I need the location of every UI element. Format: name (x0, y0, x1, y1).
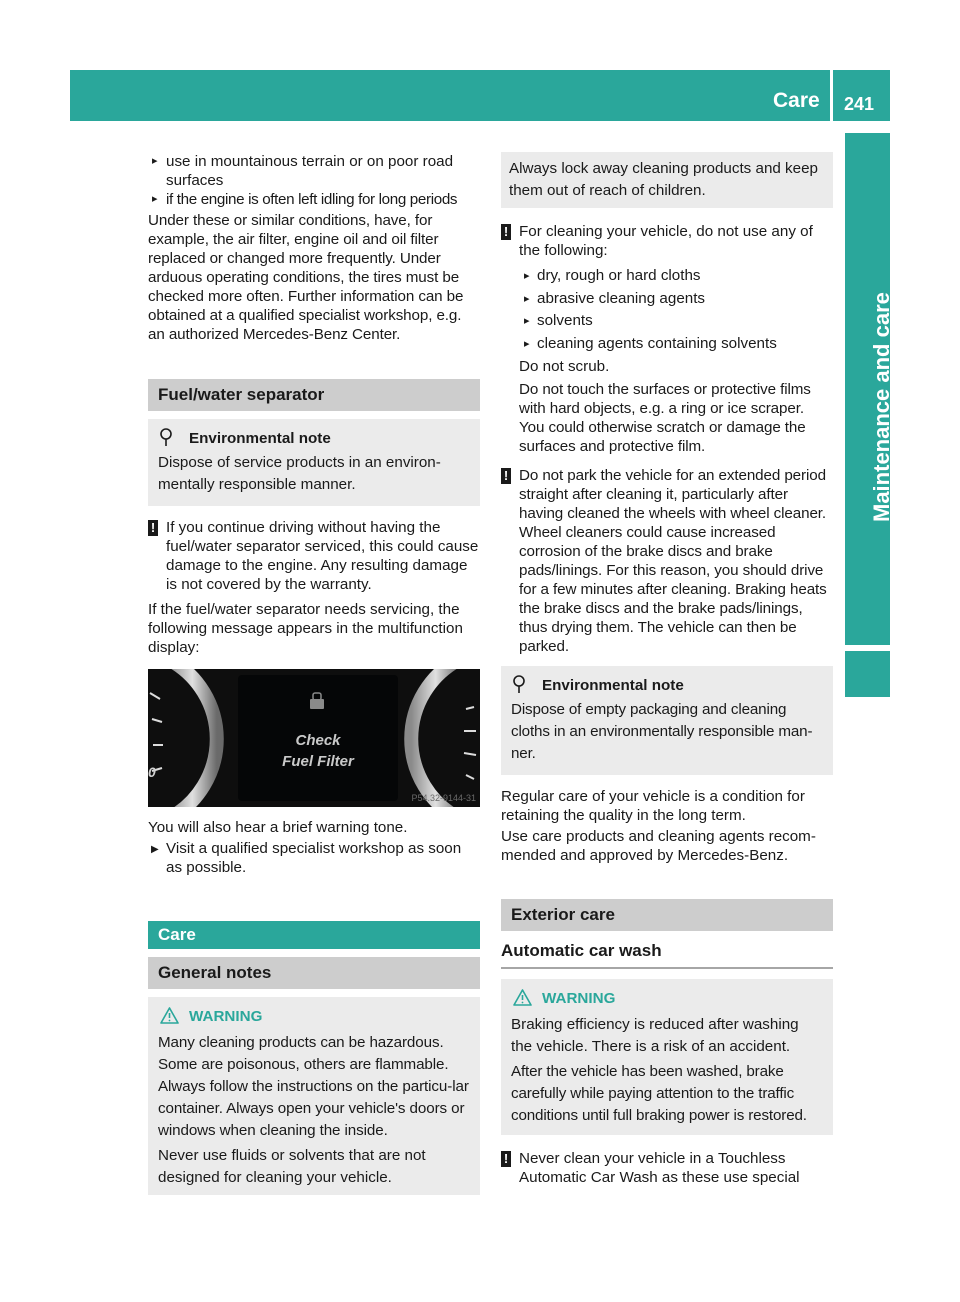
environmental-note-text: Dispose of service products in an environ-mentally responsible manner. (158, 454, 441, 493)
warning-header (158, 1007, 470, 1026)
paragraph-conditions: Under these or similar conditions, have, for example, the air filter, engine oil and oil filter replaced or changed more frequently. Under arduous operating conditions, the tires must be checked more often. Further information can be obtained at a qualified specialist workshop, e.g. an authorized Mercedes-Benz Center. (148, 212, 464, 343)
section-heading-care: Care (148, 921, 480, 949)
page-number: 241 (844, 94, 875, 114)
environmental-note-title: Environmental note (542, 677, 684, 694)
warning-triangle-icon (513, 989, 532, 1006)
display-message-line1: Check (295, 732, 341, 749)
warning-box (148, 997, 480, 1195)
warning-text: Braking efficiency is reduced after washing the vehicle. There is a risk of an accident. (511, 1016, 799, 1055)
svg-text:0: 0 (148, 764, 156, 780)
warning-box (501, 979, 833, 1135)
prohibited-items-list (501, 265, 833, 355)
instruction-no-scrub: Do not scrub. (519, 358, 610, 375)
warning-text: Many cleaning products can be hazardous. Some are poisonous, others are flammable. Always follow the instructions on the particu-lar container. Always open your vehicle's doors or windows when cleaning the inside. (158, 1034, 469, 1139)
subsection-heading-car-wash: Automatic car wash (501, 940, 833, 969)
section-heading-general-notes: General notes (148, 957, 480, 989)
list-item: ▸ solvents (501, 310, 833, 333)
environmental-note-title: Environmental note (189, 430, 331, 447)
lightbulb-icon (158, 427, 178, 449)
header-band (70, 70, 890, 121)
list-item: ▸ use in mountainous terrain or on poor road surfaces (148, 152, 480, 190)
notice-text: Do not park the vehicle for an extended period straight after cleaning it, particularly after having cleaned the wheels with wheel cleaner. Wheel cleaners could cause increased corrosion of the brake discs and brake pads/linings. For this reason, you should drive for a few minutes after cleaning. Braking heats the brake discs and the brake pads/linings, thus drying them. The vehicle can then be parked. (519, 467, 827, 655)
list-item: ▸ if the engine is often left idling for long periods (148, 190, 480, 209)
left-column (148, 152, 480, 1195)
side-tab-label: Maintenance and care (869, 292, 894, 522)
environmental-note-box (148, 419, 480, 506)
header-section-title: Care (773, 89, 820, 112)
exclamation-icon: ! (501, 468, 511, 484)
notice-text: Never clean your vehicle in a Touchless Automatic Car Wash as these use special (519, 1150, 800, 1186)
action-step: ▶ Visit a qualified specialist workshop as soon as possible. (148, 839, 480, 877)
list-item: ▸ cleaning agents containing solvents (501, 333, 833, 356)
paragraph-regular-care: Regular care of your vehicle is a condition for retaining the quality in the long term. (501, 788, 805, 824)
instrument-cluster-image (148, 669, 480, 807)
warning-text: After the vehicle has been washed, brake carefully while paying attention to the traffic conditions until full braking power is restored. (511, 1063, 807, 1124)
exclamation-icon: ! (148, 520, 158, 536)
warning-triangle-icon (160, 1007, 179, 1024)
section-heading-fuel-water: Fuel/water separator (148, 379, 480, 411)
warning-header (511, 989, 823, 1008)
caution-text: Always lock away cleaning products and keep them out of reach of children. (509, 160, 818, 199)
notice-block (501, 222, 833, 260)
notice-block (501, 1149, 833, 1187)
lightbulb-icon (511, 674, 531, 696)
right-column (501, 152, 833, 1187)
warning-title: WARNING (542, 990, 616, 1007)
side-tab-marker (845, 651, 890, 697)
environmental-note-header (158, 429, 470, 448)
list-item: ▸ dry, rough or hard cloths (501, 265, 833, 288)
notice-text: For cleaning your vehicle, do not use any of the following: (519, 223, 813, 259)
exclamation-icon: ! (501, 224, 511, 240)
exclamation-icon: ! (501, 1151, 511, 1167)
header-separator (830, 70, 833, 121)
paragraph-message: If the fuel/water separator needs servicing, the following message appears in the multifunction display: (148, 601, 463, 656)
list-item: ▸ abrasive cleaning agents (501, 288, 833, 311)
section-heading-exterior-care: Exterior care (501, 899, 833, 931)
warning-title: WARNING (189, 1008, 263, 1025)
instruction-no-touch: Do not touch the surfaces or protective films with hard objects, e.g. a ring or ice scraper. You could otherwise scratch or damage the surfaces and protective film. (519, 381, 811, 455)
environmental-note-box (501, 666, 833, 775)
image-reference-code: P54.32-9144-31 (411, 793, 476, 803)
notice-block (501, 466, 833, 656)
display-message-line2: Fuel Filter (282, 753, 354, 770)
environmental-note-header (511, 676, 823, 695)
paragraph-warning-tone: You will also hear a brief warning tone. (148, 819, 408, 836)
notice-text: If you continue driving without having the fuel/water separator serviced, this could cause damage to the engine. Any resulting damage is not covered by the warranty. (166, 519, 479, 593)
caution-box (501, 152, 833, 208)
environmental-note-text: Dispose of empty packaging and cleaning cloths in an environmentally responsible man-ner. (511, 701, 813, 762)
paragraph-care-products: Use care products and cleaning agents recom-mended and approved by Mercedes-Benz. (501, 828, 816, 864)
warning-text: Never use fluids or solvents that are not designed for cleaning your vehicle. (158, 1147, 426, 1186)
notice-block (148, 518, 480, 594)
